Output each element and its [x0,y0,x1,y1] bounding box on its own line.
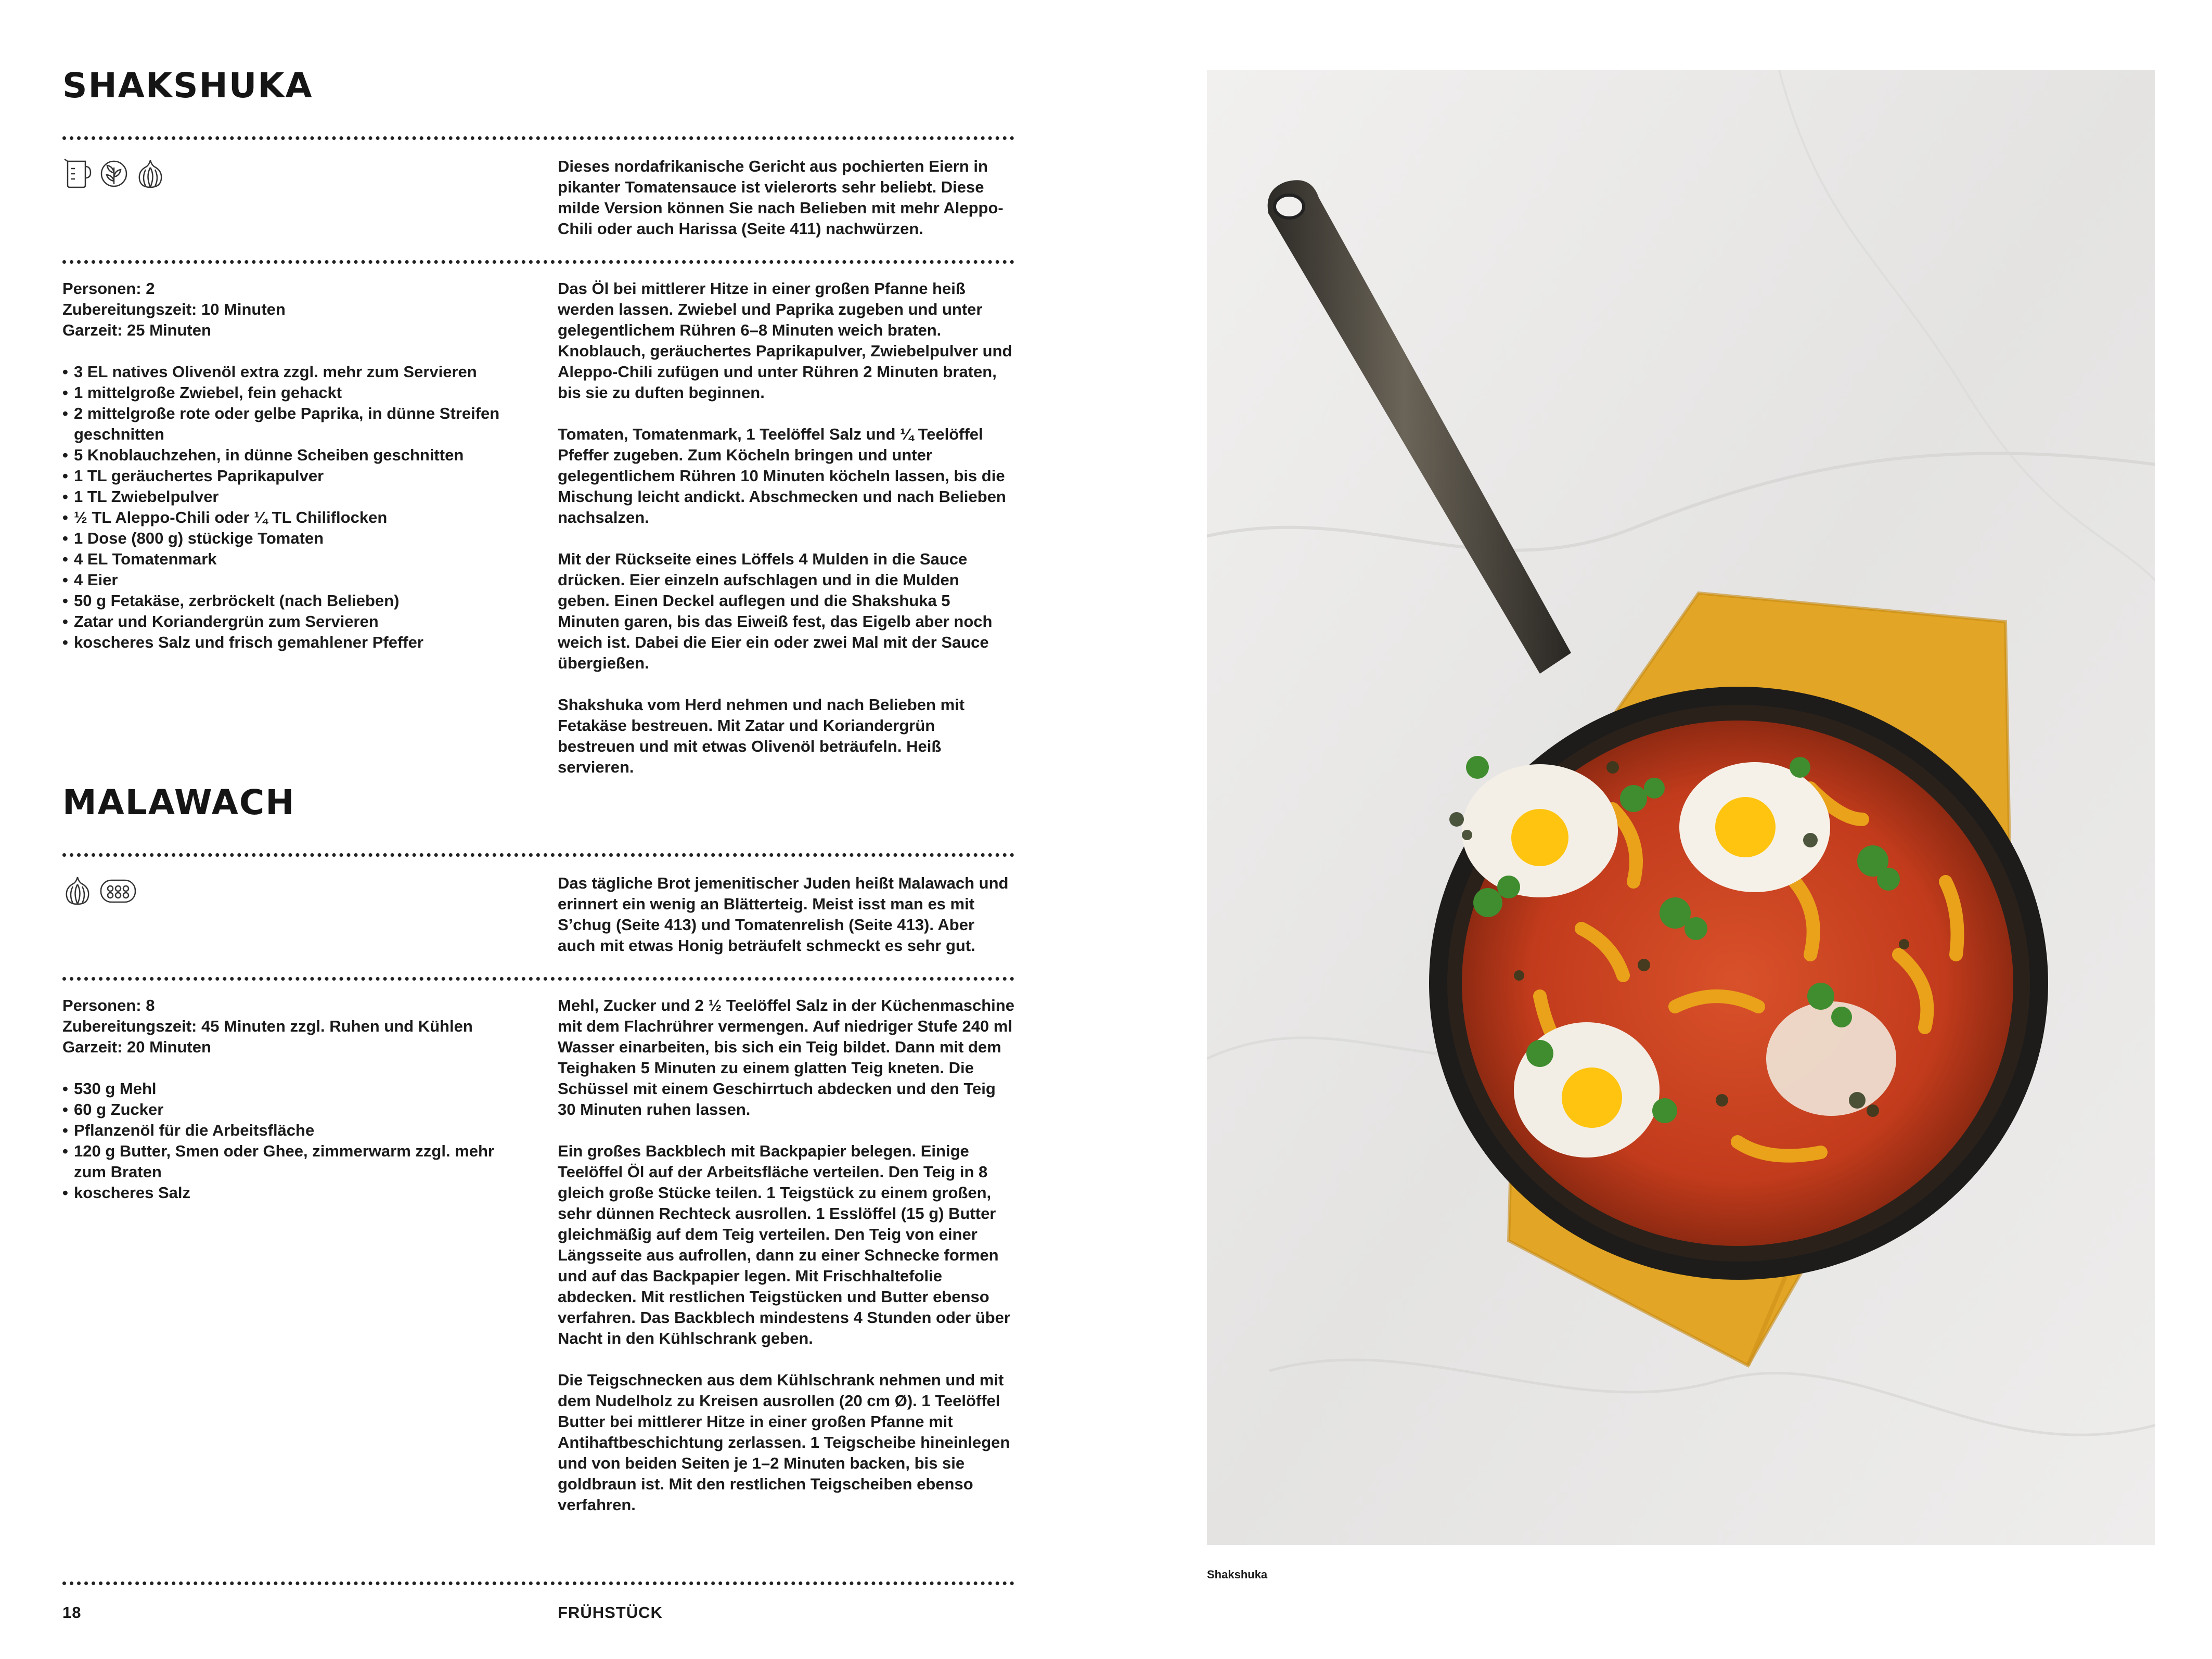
photo-caption: Shakshuka [1207,1568,1268,1581]
garlic-icon [135,157,165,190]
recipe-icons [62,874,137,907]
step: Die Teigschnecken aus dem Kühlschrank nehmen und mit dem Nudelholz zu Kreisen ausrollen (20 cm Ø). 1 Teelöffel Butter bei mittlerer Hitze in einer großen Pfanne mit Antihaftbeschichtung zerlassen. 1 Teigscheibe hineinlegen und von beiden Seiten je 1–2 Minuten backen, bis sie goldbraun ist. Mit den restlichen Teigscheiben ebenso verfahren. [558,1371,1010,1514]
recipe-title-malawach: MALAWACH [62,782,295,822]
recipe-photo [1207,70,2155,1545]
recipe-intro: Dieses nordafrikanische Gericht aus pochierten Eiern in pikanter Tomatensauce ist vielerorts sehr beliebt. Diese milde Version können Sie nach Belieben mit mehr Aleppo-Chili oder auch Harissa (Seite 411) nachwürzen. [558,157,1004,238]
divider [62,136,1014,140]
ingredient: • koscheres Salz und frisch gemahlener Pfeffer [62,632,531,653]
recipe-details-malawach [62,995,531,1203]
step: Shakshuka vom Herd nehmen und nach Belieben mit Fetakäse bestreuen. Mit Zatar und Koriandergrün bestreuen und mit etwas Olivenöl beträufeln. Heiß servieren. [558,696,965,776]
ingredient: • 530 g Mehl [62,1078,531,1099]
prep-time: Zubereitungszeit: 10 Minuten [62,300,286,318]
recipe-icons [62,157,165,190]
recipe-details-shakshuka [62,278,531,653]
divider [62,853,1014,857]
divider [62,1581,1014,1585]
ingredient: • 60 g Zucker [62,1099,531,1120]
ingredient: • 2 mittelgroße rote oder gelbe Paprika, in dünne Streifen geschnitten [62,403,531,445]
recipe-steps-malawach [558,995,1015,1536]
ingredient: • koscheres Salz [62,1182,531,1203]
divider [62,260,1014,264]
step: Ein großes Backblech mit Backpapier belegen. Einige Teelöffel Öl auf der Arbeitsfläche verteilen. Den Teig in 8 gleich große Stücke teilen. 1 Teigstück zu einem großen, sehr dünnen Rechteck ausrollen. 1 Esslöffel (15 g) Butter gleichmäßig auf dem Teig verteilen. Den Teig von einer Längsseite aus aufrollen, dann zu einer Schnecke formen und auf das Backpapier legen. Mit Frischhaltefolie abdecken. Mit restlichen Teigstücken und Butter ebenso verfahren. Das Backblech mindestens 4 Stunden oder über Nacht in den Kühlschrank geben. [558,1142,1010,1347]
ingredient: • 120 g Butter, Smen oder Ghee, zimmerwarm zzgl. mehr zum Braten [62,1141,531,1182]
step: Das Öl bei mittlerer Hitze in einer großen Pfanne heiß werden lassen. Zwiebel und Paprika zugeben und unter gelegentlichem Rühren 6–8 Minuten weich braten. Knoblauch, geräuchertes Paprikapulver, Zwiebelpulver und Aleppo-Chili zufügen und unter Rühren 2 Minuten braten, bis sie zu duften beginnen. [558,279,1012,402]
servings: Personen: 8 [62,996,155,1014]
ingredient: • 4 EL Tomatenmark [62,549,531,570]
recipe-steps-shakshuka [558,278,1015,799]
cook-time: Garzeit: 25 Minuten [62,321,211,339]
servings: Personen: 2 [62,279,155,298]
recipe-intro: Das tägliche Brot jemenitischer Juden heißt Malawach und erinnert ein wenig an Blätterteig. Meist isst man es mit S’chug (Seite 413) und Tomatenrelish (Seite 413). Aber auch mit etwas Honig beträufelt schmeckt es sehr gut. [558,874,1009,955]
step: Mit der Rückseite eines Löffels 4 Mulden in die Sauce drücken. Eier einzeln aufschlagen und in die Mulden geben. Einen Deckel auflegen und die Shakshuka 5 Minuten garen, bis das Eiweiß fest, das Eigelb aber noch weich ist. Dabei die Eier ein oder zwei Mal mit der Sauce übergießen. [558,550,993,672]
garlic-icon [62,874,93,907]
step: Mehl, Zucker und 2 ½ Teelöffel Salz in der Küchenmaschine mit dem Flachrührer vermengen. Auf niedriger Stufe 240 ml Wasser einarbeiten, bis sich ein Teig bildet. Dann mit dem Teighaken 5 Minuten zu einem glatten Teig kneten. Die Schüssel mit einem Geschirrtuch abdecken und den Teig 30 Minuten ruhen lassen. [558,996,1014,1118]
prep-time: Zubereitungszeit: 45 Minuten zzgl. Ruhen und Kühlen [62,1017,473,1035]
divider [62,977,1014,981]
ingredient: • 3 EL natives Olivenöl extra zzgl. mehr zum Servieren [62,362,531,382]
ingredient-list [62,1078,531,1203]
dough-tray-icon [99,874,137,907]
ingredient: • ½ TL Aleppo-Chili oder ¼ TL Chiliflocken [62,507,531,528]
leaf-icon [99,157,129,190]
ingredient: • 1 TL Zwiebelpulver [62,486,531,507]
ingredient: • 1 mittelgroße Zwiebel, fein gehackt [62,382,531,403]
ingredient: • Zatar und Koriandergrün zum Servieren [62,611,531,632]
ingredient-list [62,362,531,653]
measuring-jug-icon [62,157,93,190]
page-number: 18 [62,1603,82,1622]
cook-time: Garzeit: 20 Minuten [62,1038,211,1056]
ingredient: • 1 TL geräuchertes Paprikapulver [62,466,531,486]
step: Tomaten, Tomatenmark, 1 Teelöffel Salz und ¼ Teelöffel Pfeffer zugeben. Zum Köcheln bringen und unter gelegentlichem Rühren 10 Minuten köcheln lassen, bis die Mischung leicht andickt. Abschmecken und nach Belieben nachsalzen. [558,425,1006,526]
section-title: FRÜHSTÜCK [558,1603,663,1622]
ingredient: • 50 g Fetakäse, zerbröckelt (nach Belieben) [62,590,531,611]
ingredient: • 1 Dose (800 g) stückige Tomaten [62,528,531,549]
recipe-title-shakshuka: SHAKSHUKA [62,66,313,106]
ingredient: • Pflanzenöl für die Arbeitsfläche [62,1120,531,1141]
ingredient: • 4 Eier [62,570,531,590]
ingredient: • 5 Knoblauchzehen, in dünne Scheiben geschnitten [62,445,531,466]
